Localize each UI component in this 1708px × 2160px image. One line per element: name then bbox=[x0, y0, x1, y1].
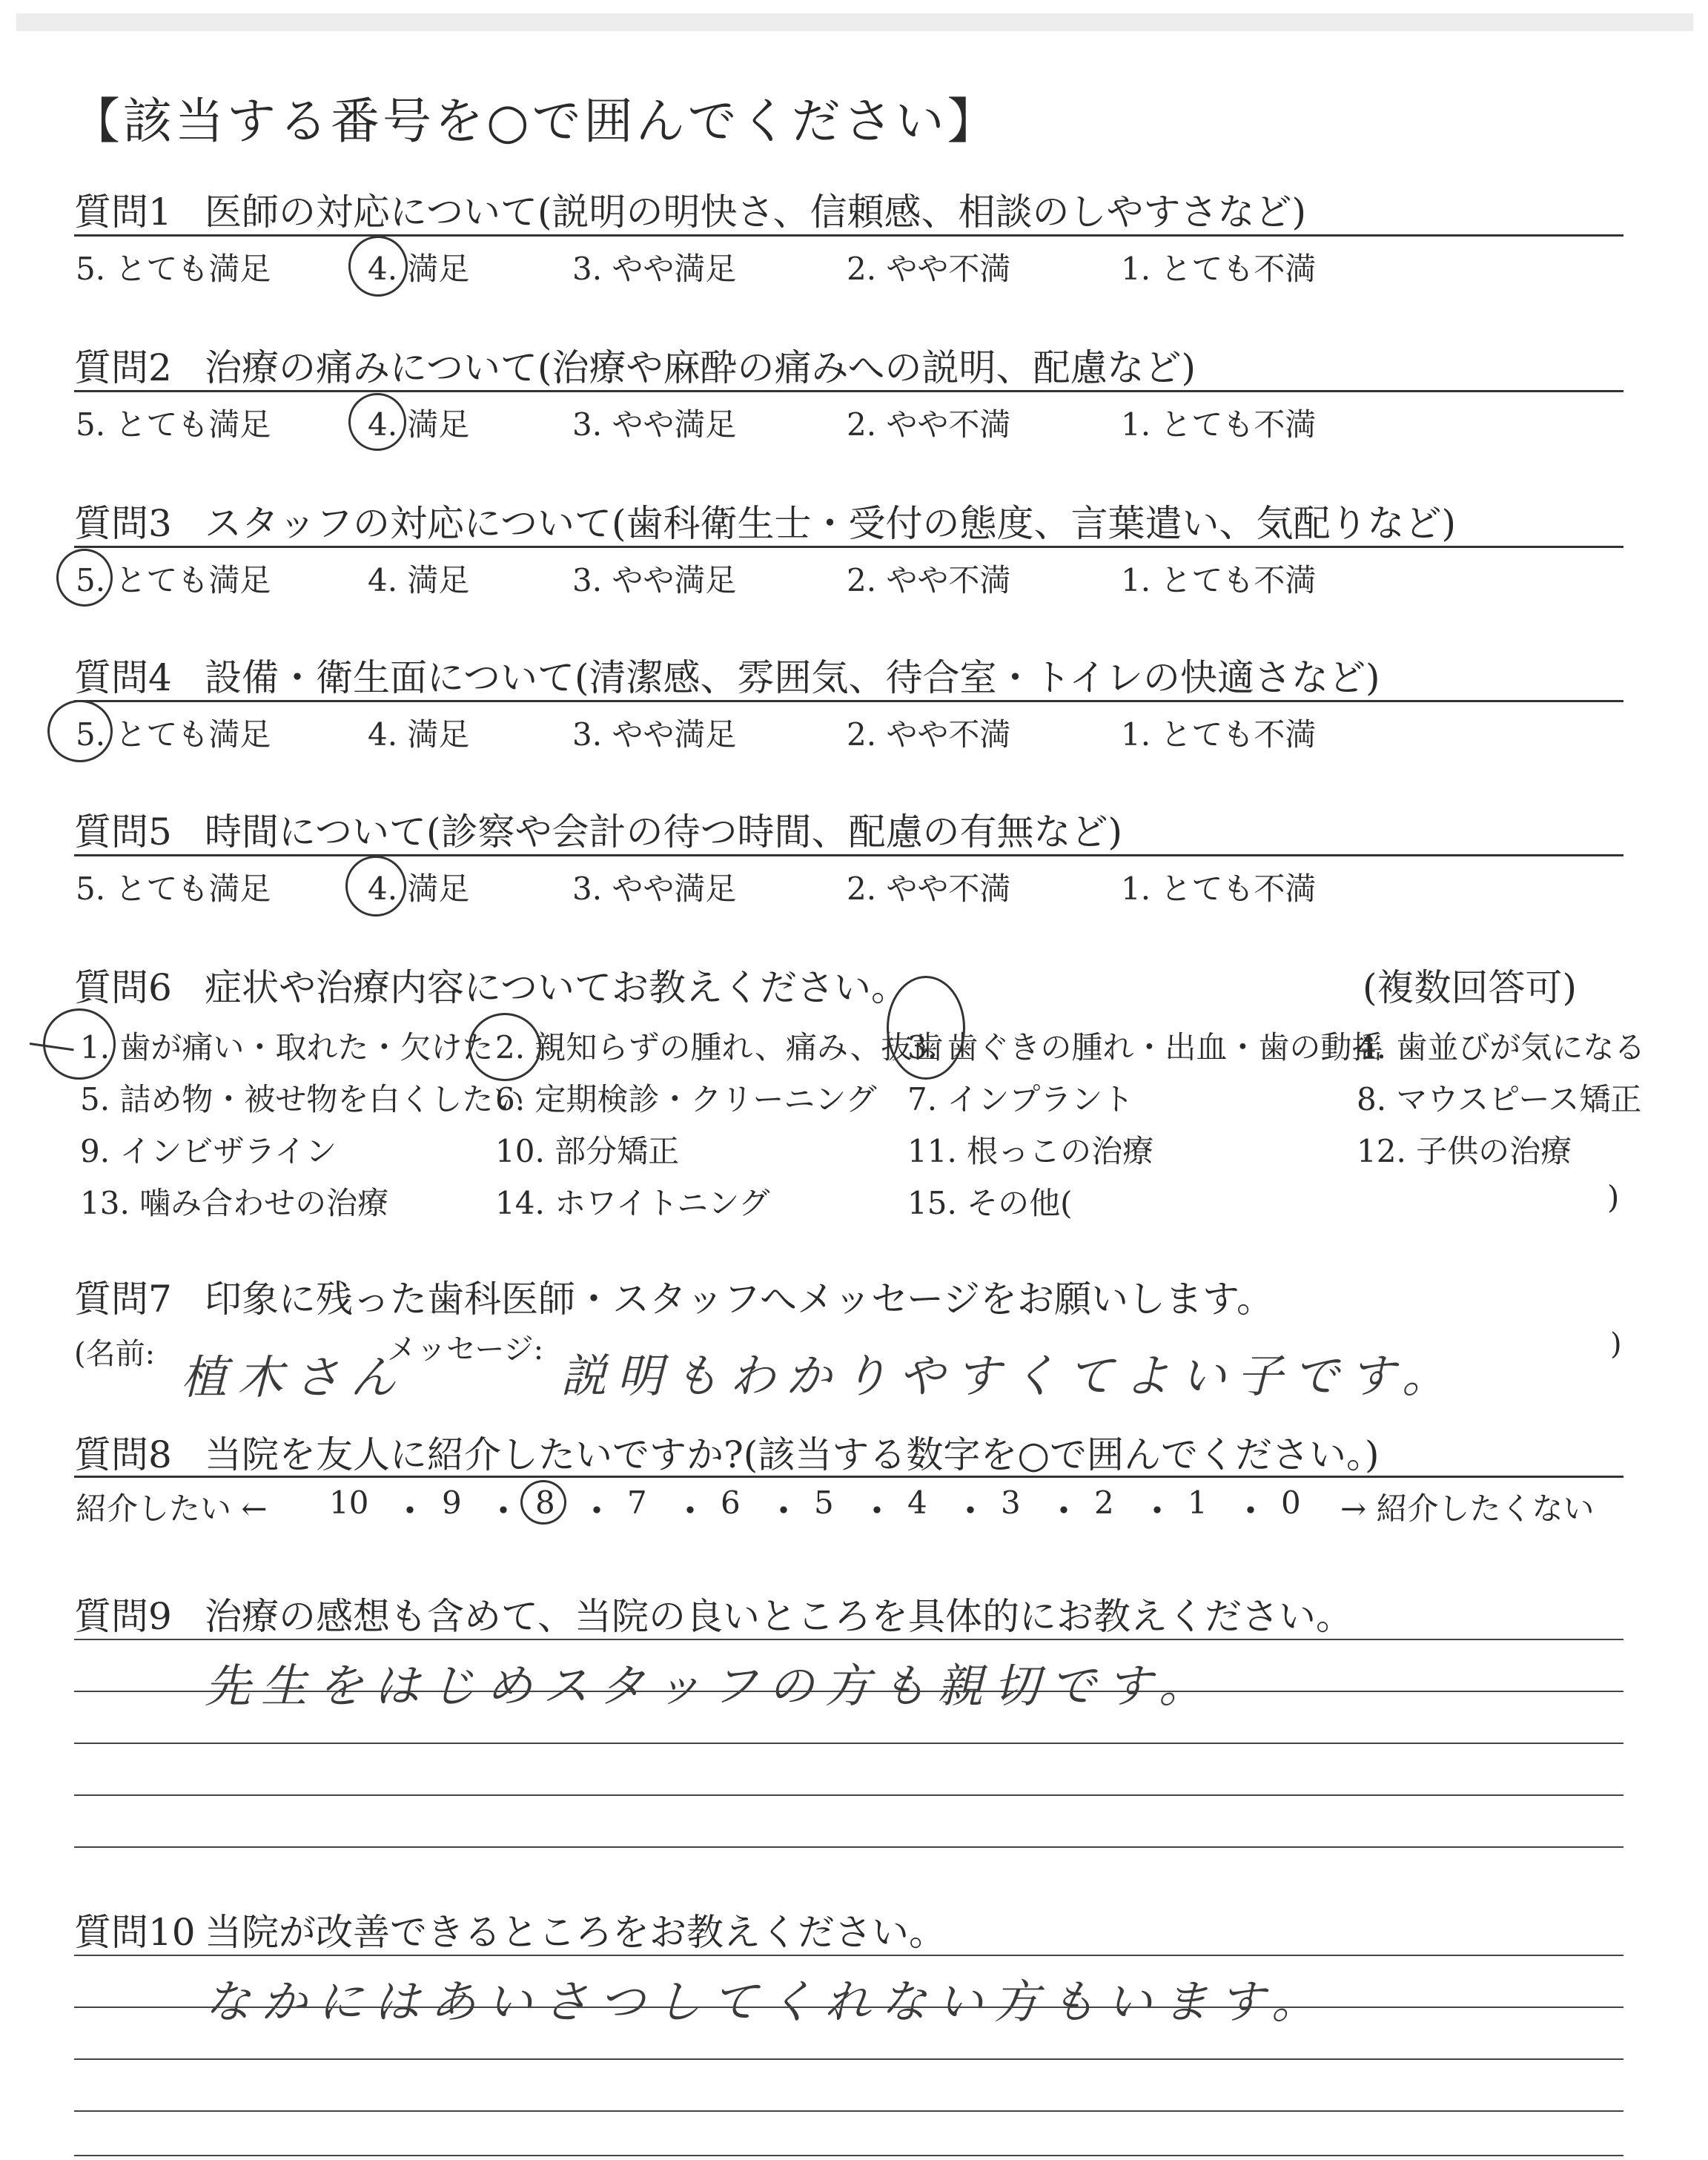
symptom-option-15[interactable]: 15. その他( bbox=[907, 1185, 1073, 1221]
q4-option-1[interactable]: 1. とても不満 bbox=[1121, 716, 1317, 753]
question-5-title bbox=[74, 802, 1122, 856]
scale-9[interactable]: 9 bbox=[442, 1484, 462, 1521]
symptom-option-11[interactable]: 11. 根っこの治療 bbox=[907, 1133, 1154, 1169]
writing-line bbox=[74, 1691, 1623, 1692]
q4-option-4[interactable]: 4. 満足 bbox=[368, 716, 470, 753]
question-text: スタッフの対応について(歯科衛生士・受付の態度、言葉遣い、気配りなど) bbox=[205, 502, 1457, 545]
question-1-rule bbox=[74, 234, 1623, 237]
question-text: 当院が改善できるところをお教えください。 bbox=[205, 1911, 946, 1954]
scale-separator: ・ bbox=[578, 1490, 615, 1533]
answer-circle-mark bbox=[348, 236, 408, 297]
scale-separator: ・ bbox=[1139, 1490, 1176, 1533]
question-text: 印象に残った歯科医師・スタッフへメッセージをお願いします。 bbox=[205, 1278, 1274, 1321]
good-points-handwriting: 先生をはじめスタッフの方も親切です。 bbox=[205, 1659, 1216, 1713]
q1-option-5[interactable]: 5. とても満足 bbox=[76, 251, 271, 287]
message-close-paren: ) bbox=[1610, 1327, 1622, 1361]
question-4-rule bbox=[74, 700, 1623, 702]
symptom-option-7[interactable]: 7. インプラント bbox=[907, 1081, 1134, 1117]
name-label: (名前: bbox=[74, 1337, 156, 1371]
q1-option-3[interactable]: 3. やや満足 bbox=[572, 251, 737, 287]
q2-option-5[interactable]: 5. とても満足 bbox=[76, 406, 271, 443]
question-number: 質問1 bbox=[74, 191, 172, 234]
question-number: 質問5 bbox=[74, 810, 172, 853]
q5-option-4[interactable]: 4. 満足 bbox=[368, 871, 470, 907]
writing-line bbox=[74, 1955, 1623, 1956]
symptom-option-1[interactable]: 1. 歯が痛い・取れた・欠けた bbox=[80, 1029, 494, 1066]
question-6-title bbox=[74, 958, 908, 1011]
symptom-option-14[interactable]: 14. ホワイトニング bbox=[495, 1185, 770, 1221]
question-number: 質問10 bbox=[74, 1911, 196, 1954]
question-text: 治療の痛みについて(治療や麻酔の痛みへの説明、配慮など) bbox=[205, 346, 1196, 389]
q5-option-2[interactable]: 2. やや不満 bbox=[847, 871, 1011, 907]
q5-option-1[interactable]: 1. とても不満 bbox=[1121, 871, 1317, 907]
scale-2[interactable]: 2 bbox=[1094, 1484, 1114, 1521]
question-8-title bbox=[74, 1425, 1379, 1479]
scale-7[interactable]: 7 bbox=[627, 1484, 647, 1521]
answer-circle-mark bbox=[345, 856, 406, 916]
answer-circle-mark bbox=[469, 1013, 541, 1081]
q2-option-1[interactable]: 1. とても不満 bbox=[1121, 406, 1317, 443]
answer-circle-mark bbox=[43, 1008, 116, 1080]
improvement-handwriting: なかにはあいさつしてくれない方もいます。 bbox=[205, 1975, 1328, 2029]
writing-line bbox=[74, 2007, 1623, 2008]
writing-line bbox=[74, 1639, 1623, 1640]
symptom-option-12[interactable]: 12. 子供の治療 bbox=[1357, 1133, 1572, 1169]
scale-8[interactable]: 8 bbox=[535, 1484, 555, 1521]
symptom-option-10[interactable]: 10. 部分矯正 bbox=[495, 1133, 680, 1169]
answer-circle-mark bbox=[348, 393, 406, 451]
q1-option-4[interactable]: 4. 満足 bbox=[368, 251, 470, 287]
name-handwriting: 植木さん bbox=[181, 1350, 407, 1404]
question-2-title bbox=[74, 338, 1196, 392]
writing-line bbox=[74, 1846, 1623, 1848]
question-3-title bbox=[74, 494, 1456, 547]
answer-circle-mark bbox=[56, 549, 113, 607]
answer-circle-mark bbox=[47, 700, 113, 762]
scale-separator: ・ bbox=[1045, 1490, 1082, 1533]
symptom-option-6[interactable]: 6. 定期検診・クリーニング bbox=[495, 1081, 877, 1117]
question-text: 時間について(診察や会計の待つ時間、配慮の有無など) bbox=[205, 810, 1123, 853]
writing-line bbox=[74, 1743, 1623, 1744]
question-number: 質問7 bbox=[74, 1278, 172, 1321]
question-10-title bbox=[74, 1903, 946, 1956]
question-8-rule bbox=[74, 1476, 1623, 1478]
symptom-option-13[interactable]: 13. 噛み合わせの治療 bbox=[80, 1185, 389, 1221]
writing-line bbox=[74, 2110, 1623, 2112]
question-number: 質問3 bbox=[74, 502, 172, 545]
question-1-title bbox=[74, 182, 1306, 236]
q4-option-2[interactable]: 2. やや不満 bbox=[847, 716, 1011, 753]
symptom-option-8[interactable]: 8. マウスピース矯正 bbox=[1357, 1081, 1642, 1117]
q2-option-2[interactable]: 2. やや不満 bbox=[847, 406, 1011, 443]
multiple-answers-note: (複数回答可) bbox=[1363, 966, 1578, 1009]
question-number: 質問6 bbox=[74, 966, 172, 1009]
scale-4[interactable]: 4 bbox=[907, 1484, 927, 1521]
question-text: 当院を友人に紹介したいですか?(該当する数字を○で囲んでください。) bbox=[205, 1433, 1380, 1476]
question-text: 医師の対応について(説明の明快さ、信頼感、相談のしやすさなど) bbox=[205, 191, 1307, 234]
scale-5[interactable]: 5 bbox=[814, 1484, 834, 1521]
scale-separator: ・ bbox=[391, 1490, 428, 1533]
message-handwriting: 説明もわかりやすくてよい子です。 bbox=[560, 1349, 1459, 1403]
writing-line bbox=[74, 2058, 1623, 2060]
answer-circle-mark bbox=[887, 976, 965, 1080]
q1-option-2[interactable]: 2. やや不満 bbox=[847, 251, 1011, 287]
scale-separator: ・ bbox=[1232, 1490, 1269, 1533]
scale-separator: ・ bbox=[858, 1490, 896, 1533]
question-9-title bbox=[74, 1587, 1353, 1640]
question-2-rule bbox=[74, 390, 1623, 392]
symptom-option-9[interactable]: 9. インビザライン bbox=[80, 1133, 337, 1169]
q3-option-2[interactable]: 2. やや不満 bbox=[847, 562, 1011, 598]
q4-option-3[interactable]: 3. やや満足 bbox=[572, 716, 737, 753]
page-title: 【該当する番号を○で囲んでください】 bbox=[71, 93, 999, 150]
scale-separator: ・ bbox=[952, 1490, 989, 1533]
symptom-option-5[interactable]: 5. 詰め物・被せ物を白くしたい bbox=[80, 1081, 525, 1117]
symptom-option-4[interactable]: 4. 歯並びが気になる bbox=[1357, 1029, 1646, 1066]
question-number: 質問4 bbox=[74, 656, 172, 699]
q3-option-5[interactable]: 5. とても満足 bbox=[76, 562, 271, 598]
question-5-rule bbox=[74, 854, 1623, 856]
other-close-paren: ) bbox=[1607, 1179, 1620, 1215]
scale-3[interactable]: 3 bbox=[1001, 1484, 1021, 1521]
q3-option-4[interactable]: 4. 満足 bbox=[368, 562, 470, 598]
scale-separator: ・ bbox=[672, 1490, 709, 1533]
scale-10[interactable]: 10 bbox=[329, 1484, 369, 1521]
message-label: メッセージ: bbox=[387, 1332, 544, 1367]
scale-separator: ・ bbox=[485, 1490, 522, 1533]
scale-1[interactable]: 1 bbox=[1188, 1484, 1208, 1521]
writing-line bbox=[74, 1794, 1623, 1796]
q5-option-3[interactable]: 3. やや満足 bbox=[572, 871, 737, 907]
q4-option-5[interactable]: 5. とても満足 bbox=[76, 716, 271, 753]
q1-option-1[interactable]: 1. とても不満 bbox=[1121, 251, 1317, 287]
question-7-title bbox=[74, 1269, 1274, 1323]
symptom-option-3[interactable]: 3. 歯ぐきの腫れ・出血・歯の動揺 bbox=[907, 1029, 1383, 1066]
question-text: 治療の感想も含めて、当院の良いところを具体的にお教えください。 bbox=[205, 1595, 1353, 1638]
scale-6[interactable]: 6 bbox=[721, 1484, 741, 1521]
question-4-title bbox=[74, 648, 1380, 701]
scale-0[interactable]: 0 bbox=[1281, 1484, 1301, 1521]
q2-option-4[interactable]: 4. 満足 bbox=[368, 406, 470, 443]
recommend-left-label: 紹介したい ← bbox=[76, 1490, 268, 1527]
symptom-option-2[interactable]: 2. 親知らずの腫れ、痛み、抜歯 bbox=[495, 1029, 944, 1066]
question-3-rule bbox=[74, 546, 1623, 548]
question-number: 質問8 bbox=[74, 1433, 172, 1476]
question-text: 症状や治療内容についてお教えください。 bbox=[205, 966, 908, 1009]
answer-circle-mark bbox=[520, 1480, 566, 1525]
writing-line bbox=[74, 2155, 1623, 2156]
scale-separator: ・ bbox=[765, 1490, 802, 1533]
q3-option-1[interactable]: 1. とても不満 bbox=[1121, 562, 1317, 598]
recommend-right-label: → 紹介したくない bbox=[1340, 1490, 1595, 1527]
question-text: 設備・衛生面について(清潔感、雰囲気、待合室・トイレの快適さなど) bbox=[205, 656, 1380, 699]
question-number: 質問9 bbox=[74, 1595, 172, 1638]
q3-option-3[interactable]: 3. やや満足 bbox=[572, 562, 737, 598]
question-number: 質問2 bbox=[74, 346, 172, 389]
q5-option-5[interactable]: 5. とても満足 bbox=[76, 871, 271, 907]
q2-option-3[interactable]: 3. やや満足 bbox=[572, 406, 737, 443]
